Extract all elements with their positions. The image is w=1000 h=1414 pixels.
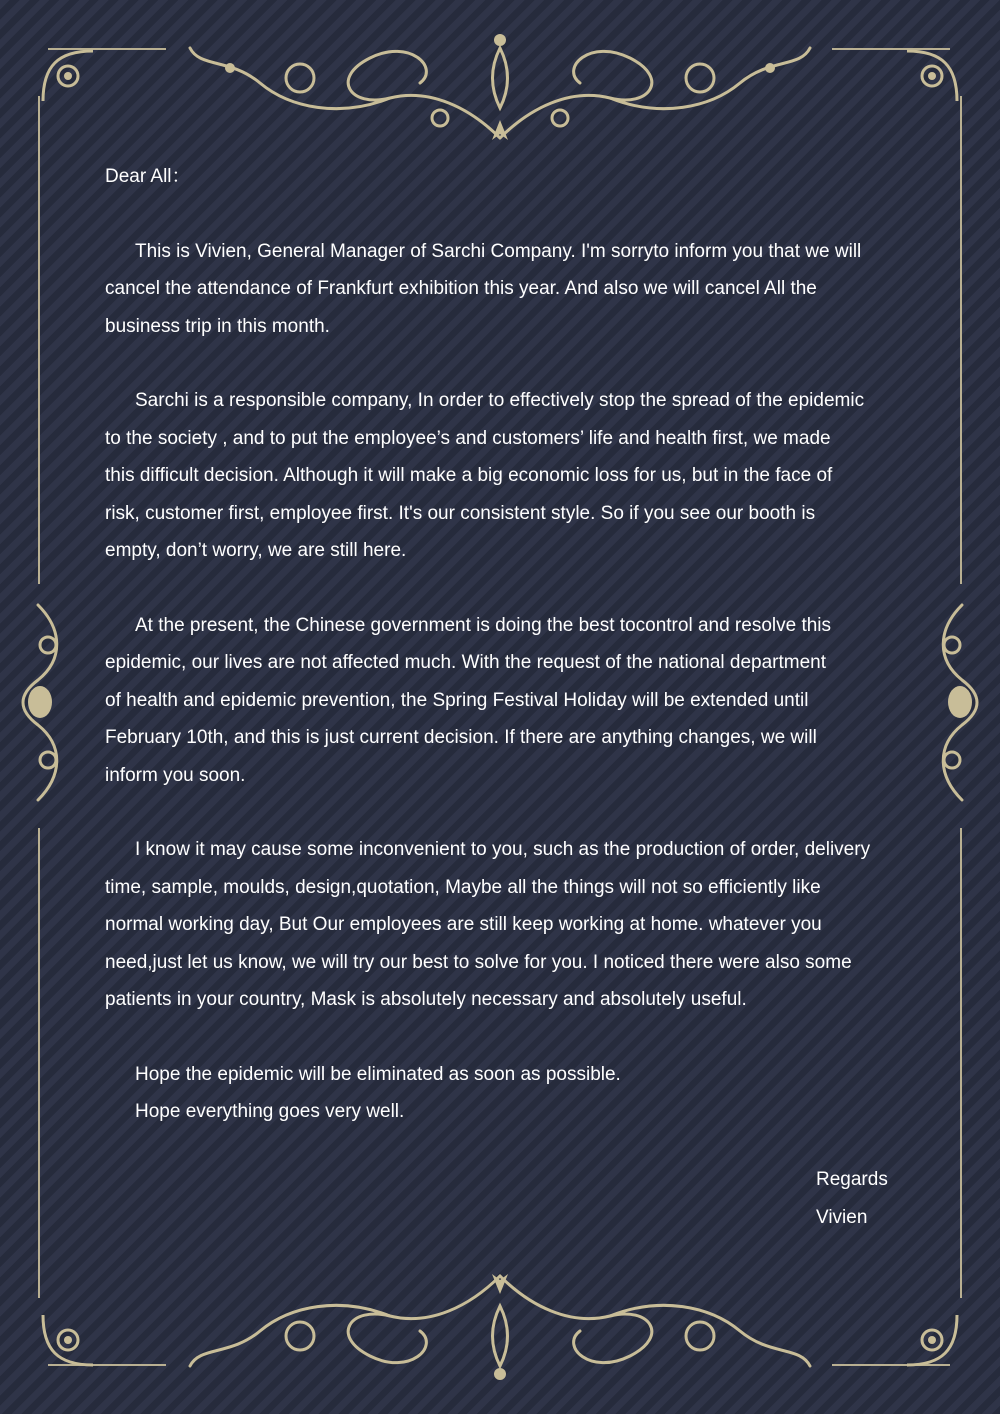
frame-line-left-upper	[38, 96, 40, 584]
regards-text: Regards	[816, 1169, 888, 1190]
paragraph-line: need,just let us know, we will try our best to solve for you. I noticed there were also some	[105, 951, 852, 973]
salutation: Dear All：	[105, 166, 191, 187]
paragraph-4	[105, 831, 965, 1019]
paragraph-line: I know it may cause some inconvenient to you, such as the production of order, delivery	[135, 839, 871, 860]
left-side-ornament	[18, 600, 68, 805]
paragraph-line: cancel the attendance of Frankfurt exhibition this year. And also we will cancel All the	[105, 278, 817, 299]
signoff	[816, 1161, 888, 1237]
paragraph-line: patients in your country, Mask is absolutely necessary and absolutely useful.	[105, 989, 747, 1010]
paragraph-line: February 10th, and this is just current decision. If there are anything changes, we will	[105, 727, 817, 748]
paragraph-line: risk, customer first, employee first. It's our consistent style. So if you see our booth is	[105, 502, 816, 524]
paragraph-1	[105, 233, 965, 346]
top-flourish-ornament	[170, 28, 830, 148]
paragraph-line: normal working day, But Our employees are still keep working at home. whatever you	[105, 914, 822, 935]
bottom-left-corner-ornament	[38, 1310, 98, 1370]
paragraph-line: At the present, the Chinese government is doing the best tocontrol and resolve this	[135, 614, 832, 636]
paragraph-line: empty, don’t worry, we are still here.	[105, 540, 407, 561]
paragraph-line: to the society , and to put the employee’s and customers’ life and health first, we made	[105, 427, 831, 449]
paragraph-line: This is Vivien, General Manager of Sarchi Company. I'm sorryto inform you that we will	[135, 240, 862, 262]
paragraph-3	[105, 607, 965, 795]
paragraph-line: of health and epidemic prevention, the Spring Festival Holiday will be extended until	[105, 689, 809, 711]
closing-lines	[105, 1056, 965, 1131]
top-left-corner-ornament	[38, 46, 98, 106]
closing-line: Hope everything goes very well.	[135, 1101, 405, 1122]
paragraph-line: epidemic, our lives are not affected much. With the request of the national department	[105, 652, 826, 673]
paragraph-line: Sarchi is a responsible company, In order to effectively stop the spread of the epidemic	[135, 390, 865, 411]
frame-line-left-lower	[38, 828, 40, 1298]
closing-line: Hope the epidemic will be eliminated as soon as possible.	[135, 1063, 621, 1085]
bottom-right-corner-ornament	[902, 1310, 962, 1370]
paragraph-line: time, sample, moulds, design,quotation, Maybe all the things will not so efficiently like	[105, 876, 821, 898]
paragraph-line: this difficult decision. Although it will make a big economic loss for us, but in the face of	[105, 465, 833, 486]
letter-body	[105, 158, 965, 1131]
signature-name: Vivien	[816, 1207, 868, 1228]
bottom-flourish-ornament	[170, 1266, 830, 1386]
paragraph-2	[105, 382, 965, 570]
paragraph-line: business trip in this month.	[105, 315, 330, 337]
paragraph-line: inform you soon.	[105, 764, 246, 786]
top-right-corner-ornament	[902, 46, 962, 106]
